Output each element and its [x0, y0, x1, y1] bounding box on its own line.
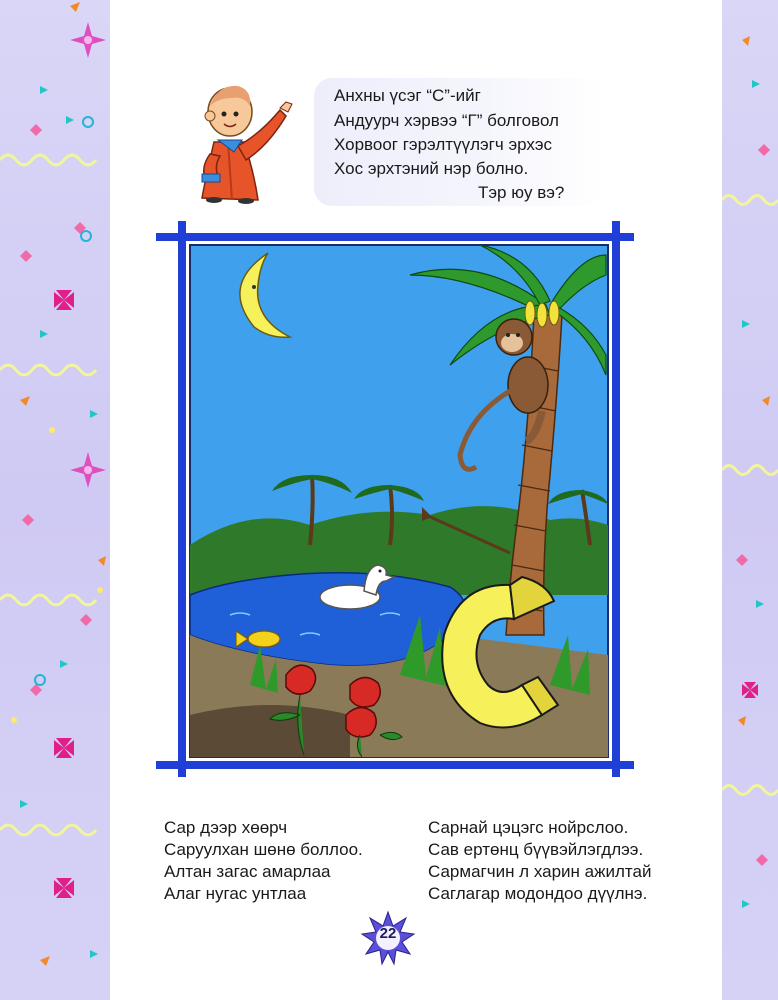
poem-left-line-2: Саруулхан шөнө боллоо. — [164, 840, 363, 859]
riddle-line-2: Андуурч хэрвээ “Г” болговол — [334, 111, 559, 130]
poem-left-line-3: Алтан загас амарлаа — [164, 862, 331, 881]
page-number: 22 — [379, 925, 397, 942]
frame-top-bar — [156, 233, 634, 241]
illustration-letter: C — [580, 755, 581, 756]
right-decorative-strip — [722, 0, 778, 1000]
riddle-line-1: Анхны үсэг “С”-ийг — [334, 86, 481, 105]
confetti-pattern-left — [0, 0, 110, 1000]
poem-right-line-3: Сармагчин л харин ажилтай — [428, 862, 652, 881]
pointing-boy-icon — [188, 76, 298, 204]
poem-left-line-1: Сар дээр хөөрч — [164, 818, 288, 837]
riddle-question: Тэр юу вэ? — [478, 183, 565, 202]
frame-bottom-bar — [156, 761, 634, 769]
riddle-line-3: Хорвоог гэрэлтүүлэгч эрхэс — [334, 135, 553, 154]
confetti-pattern-right — [722, 0, 778, 1000]
poem-right-line-4: Саглагар модондоо дүүлнэ. — [428, 884, 648, 903]
illustration-scene — [150, 215, 640, 780]
left-decorative-strip — [0, 0, 110, 1000]
poem-right-line-2: Сав ертөнц бүүвэйлэгдлээ. — [428, 840, 644, 859]
poem-right-line-1: Сарнай цэцэгс нойрслоо. — [428, 818, 629, 837]
frame-left-bar — [178, 221, 186, 777]
frame-right-bar — [612, 221, 620, 777]
poem-left-line-4: Алаг нугас унтлаа — [164, 884, 307, 903]
riddle-line-4: Хос эрхтэний нэр болно. — [334, 159, 529, 178]
